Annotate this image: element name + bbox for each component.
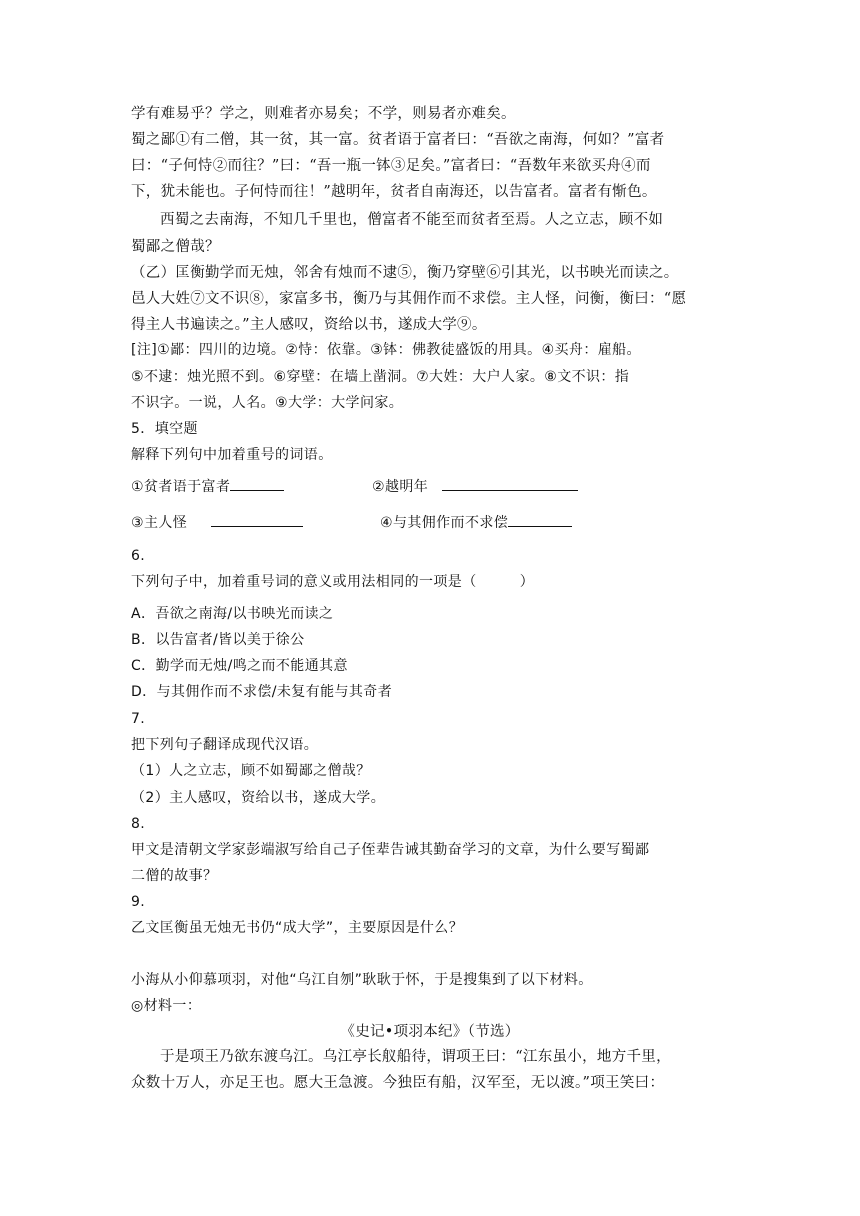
q5-item-b (372, 475, 578, 497)
passage-line: 蜀之鄙①有二僧，其一贫，其一富。贫者语于富者曰：“吾欲之南海，何如？”富者 (131, 132, 665, 148)
option-c[interactable]: C．勤学而无烛/鸣之而不能通其意 (131, 658, 348, 674)
q5-item-c (131, 511, 303, 533)
note-line: ⑤不逮：烛光照不到。⑥穿壁：在墙上凿洞。⑦大姓：大户人家。⑧文不识：指 (131, 369, 630, 385)
q5-item-a-text: ①贫者语于富者 (131, 479, 231, 495)
question-7-prompt: 把下列句子翻译成现代汉语。 (131, 737, 319, 753)
question-7-number: 7. (131, 711, 146, 727)
q5-item-d-text: ④与其佣作而不求偿 (380, 515, 509, 531)
material-line: 众数十万人，亦足王也。愿大王急渡。今独臣有船，汉军至，无以渡。”项王笑曰： (131, 1075, 665, 1091)
passage-line: 曰：“子何恃②而往？”曰：“吾一瓶一钵③足矣。”富者曰：“吾数年来欲买舟④而 (131, 158, 651, 174)
question-6-prompt: 下列句子中，加着重号词的意义或用法相同的一项是（ ） (131, 574, 535, 590)
passage-line: 学有难易乎？学之，则难者亦易矣；不学，则易者亦难矣。 (131, 106, 516, 122)
answer-blank[interactable] (211, 511, 303, 527)
passage-line: 西蜀之去南海，不知几千里也，僧富者不能至而贫者至焉。人之立志，顾不如 (160, 212, 664, 228)
question-7-sentence: （2）主人感叹，资给以书，遂成大学。 (131, 790, 386, 806)
question-9-number: 9. (131, 894, 146, 910)
q5-item-c-text: ③主人怪 (131, 515, 188, 531)
passage-line: 得主人书遍读之。”主人感叹，资给以书，遂成大学⑨。 (131, 317, 487, 333)
question-9-line: 乙文匡衡虽无烛无书仍“成大学”，主要原因是什么？ (131, 920, 464, 936)
q5-item-a (131, 475, 284, 497)
material-title: 《史记•项羽本纪》（节选） (340, 1024, 520, 1040)
passage-line: 邑人大姓⑦文不识⑧，家富多书，衡乃与其佣作而不求偿。主人怪，问衡，衡曰：“愿 (131, 291, 687, 307)
question-6-number: 6. (131, 548, 146, 564)
passage-line: （乙）匡衡勤学而无烛，邻舍有烛而不逮⑤，衡乃穿壁⑥引其光，以书映光而读之。 (131, 265, 679, 281)
note-line: 不识字。一说，人名。⑨大学：大学问家。 (131, 395, 404, 411)
material-label: ◎材料一： (131, 998, 202, 1014)
option-a[interactable]: A．吾欲之南海/以书映光而读之 (131, 606, 334, 622)
note-line: [注]①鄙：四川的边境。②恃：依靠。③钵：佛教徒盛饭的用具。④买舟：雇船。 (131, 342, 641, 358)
question-5-title: 5．填空题 (131, 421, 198, 437)
material-intro: 小海从小仰慕项羽，对他“乌江自刎”耿耿于怀，于是搜集到了以下材料。 (131, 972, 593, 988)
option-b[interactable]: B．以告富者/皆以美于徐公 (131, 632, 305, 648)
question-7-sentence: （1）人之立志，顾不如蜀鄙之僧哉？ (131, 763, 371, 779)
answer-blank[interactable] (508, 511, 572, 527)
option-d[interactable]: D．与其佣作而不求偿/未复有能与其奇者 (131, 684, 393, 700)
q5-item-d (380, 511, 572, 533)
question-8-line: 二僧的故事？ (131, 868, 218, 884)
q5-item-b-text: ②越明年 (372, 479, 429, 495)
question-8-number: 8. (131, 816, 146, 832)
answer-blank[interactable] (230, 475, 284, 491)
answer-blank[interactable] (442, 475, 578, 491)
passage-line: 下，犹未能也。子何恃而往！”越明年，贫者自南海还，以告富者。富者有惭色。 (131, 184, 657, 200)
question-5-prompt: 解释下列句中加着重号的词语。 (131, 447, 333, 463)
material-line: 于是项王乃欲东渡乌江。乌江亭长舣船待，谓项王曰：“江东虽小，地方千里， (160, 1049, 671, 1065)
question-8-line: 甲文是清朝文学家彭端淑写给自己子侄辈告诫其勤奋学习的文章，为什么要写蜀鄙 (131, 842, 650, 858)
passage-line: 蜀鄙之僧哉？ (131, 239, 220, 255)
